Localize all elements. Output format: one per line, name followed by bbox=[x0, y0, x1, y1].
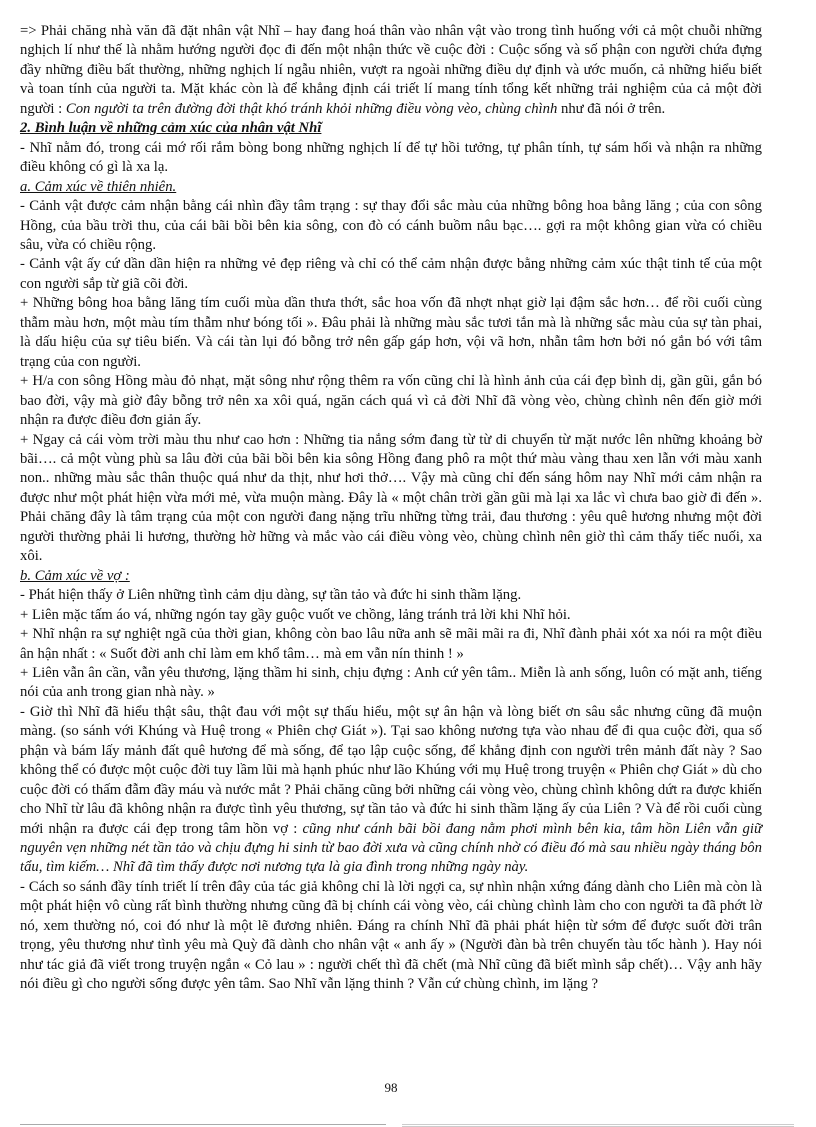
footer-divider bbox=[20, 1124, 386, 1125]
paragraph-italic-quote: Con người ta trên đường đời thật khó tránh khỏi những điều vòng vèo, chùng chình bbox=[65, 100, 558, 117]
paragraph-italic-quote: cũng như cánh bãi bồi đang nằm phơi mình bên kia, tâm hồn Liên vẫn giữ nguyên vẹn những nét tần tảo và chịu đựng hi sinh từ bao đời xưa và cũng chính nhờ có điều đó mà sau nhiều ngày tháng bôn tẩu, tìm kiếm… Nhĩ đã tìm thấy được nơi nương tựa là gia đình trong những ngày này. bbox=[20, 820, 762, 876]
paragraph-tail: như đã nói ở trên. bbox=[557, 100, 666, 117]
paragraph-text: - Giờ thì Nhĩ đã hiểu thật sâu, thật đau với một sự thấu hiểu, một sự ân hận và lòng biết ơn sâu sắc nhưng cũng đã muộn màng. (so sánh với Khúng và Huệ trong « Phiên chợ Giát »). Tại sao không nương tựa vào nhau để đi qua cuộc đời, qua số phận và bám lấy mảnh đất quê hương để mà sống, để tạo lập cuộc sống, để khẳng định con người trên mảnh đất này ? Sao không thể có được một cuộc đời tuy lầm lũi mà hạnh phúc như lão Khúng với mụ Huệ trong truyện « Phiên chợ Giát » dù cho cuộc đời có thấm đẫm đầy máu và nước mắt ? Phải chăng cũng bởi những cái vòng vèo, chùng chình không dứt ra được khiến cho Nhĩ từ lâu đã không nhận ra được tình yêu thương, sự tần tảo và đức hi sinh thầm lặng ấy của Liên ? Và để rồi cuối cùng mới nhận ra được cái đẹp trong tâm hồn vợ : bbox=[20, 703, 762, 837]
subsection-heading-nature: a. Cảm xúc về thiên nhiên. bbox=[20, 178, 177, 195]
paragraph-comparison bbox=[20, 703, 762, 878]
paragraph: - Phát hiện thấy ở Liên những tình cảm dịu dàng, sự tần tảo và đức hi sinh thầm lặng. bbox=[20, 587, 522, 604]
paragraph: + Ngay cả cái vòm trời màu thu như cao hơn : Những tia nắng sớm đang từ từ di chuyển từ mặt nước lên những khoảng bờ bãi…. cả một vùng phù sa lâu đời của bãi bồi bên kia sông Hồng đang phô ra một thứ màu vàng thau xen lẫn với màu xanh non.. những màu sắc thân thuộc quá như da thịt, như hơi thở…. Vậy mà cũng chỉ đến sáng hôm nay Nhĩ mới cảm nhận ra được như một phát hiện vừa mới mẻ, vừa muộn màng. Đây là « một chân trời gần gũi mà lại xa lắc vì chưa bao giờ đi đến ». Phải chăng đây là tâm trạng của một con người đang nặng trĩu những từng trải, đau thương : yêu quê hương nhưng một đời người thường phải li hương, thường hờ hững và mắc vào cái điều vòng vèo, chùng chình nên giờ thì cảm thấy tiếc nuối, xa xôi. bbox=[20, 431, 762, 565]
paragraph: - Cảnh vật được cảm nhận bằng cái nhìn đầy tâm trạng : sự thay đổi sắc màu của những bông hoa bằng lăng ; của con sông Hồng, của bầu trời thu, của cái bãi bồi bên kia sông, con đò có cánh buồm nâu bạc…. gợi ra một không gian vừa có chiều sâu, vừa có chiều rộng. bbox=[20, 198, 762, 253]
paragraph-conclusion bbox=[20, 22, 762, 119]
paragraph: - Cách so sánh đầy tính triết lí trên đây của tác giả không chỉ là lời ngợi ca, sự nhìn nhận xứng đáng dành cho Liên mà còn là một phát hiện vô cùng rất bình thường nhưng cũng đã bị chính cái vòng vèo, cái chùng chình làm cho con người ta đã phớt lờ nó, xem thường nó, coi đó như là một lẽ đương nhiên. Đáng ra chính Nhĩ đã phải phát hiện từ sớm để được suốt đời trân trọng, yêu thương như tình yêu mà Quỳ đã dành cho nhân vật « anh ấy » (Người đàn bà trên chuyến tàu tốc hành ). Hay nói như tác giả đã viết trong truyện ngắn « Cỏ lau » : người chết thì đã chết (mà Nhĩ cũng đã biết mình sắp chết)… Vậy anh hãy nói điều gì cho người sống được yên tâm. Sao Nhĩ vẫn lặng thinh ? Vẫn cứ chùng chình, im lặng ? bbox=[20, 878, 762, 993]
paragraph: + H/a con sông Hồng màu đỏ nhạt, mặt sông như rộng thêm ra vốn cũng chỉ là hình ảnh của cái đẹp bình dị, gần gũi, gắn bó bao đời, vậy mà giờ đây bỗng trở nên xa xôi quá, ngăn cách quá vì cả đời Nhĩ đã vòng vèo, chùng chình nên đến giờ mới nhận ra được điều đơn giản ấy. bbox=[20, 373, 762, 429]
paragraph: - Cảnh vật ấy cứ dần dần hiện ra những vẻ đẹp riêng và chỉ có thể cảm nhận được bằng những cảm xúc thật tinh tế của một con người sắp từ giã cõi đời. bbox=[20, 256, 762, 292]
paragraph: - Nhĩ nằm đó, trong cái mớ rối rắm bòng bong những nghịch lí để tự hồi tưởng, tự phân tính, tự sám hối và nhận ra những điều không có gì là xa lạ. bbox=[20, 139, 762, 176]
paragraph-text: => Phải chăng nhà văn đã đặt nhân vật Nhĩ – hay đang hoá thân vào nhân vật vào trong tình huống với cả một chuỗi những nghịch lí như thế là nhằm hướng người đọc đi đến một nhận thức về cuộc đời : Cuộc sống và số phận con người chứa đựng đầy những điều bất thường, những nghịch lí ngẫu nhiên, vượt ra ngoài những điều dự định và ước muốn, cả những hiểu biết và toan tính của người ta. Mặt khác còn là để khẳng định cái triết lí mang tính tổng kết những trải nghiệm của cả một đời người : bbox=[20, 23, 762, 117]
page-number: 98 bbox=[384, 1080, 398, 1095]
subsection-heading-wife: b. Cảm xúc về vợ : bbox=[20, 567, 130, 584]
paragraph: + Liên mặc tấm áo vá, những ngón tay gầy guộc vuốt ve chồng, lảng tránh trả lời khi Nhĩ hỏi. bbox=[20, 606, 571, 623]
paragraph: + Nhĩ nhận ra sự nghiệt ngã của thời gian, không còn bao lâu nữa anh sẽ mãi mãi ra đi, Nhĩ đành phải xót xa nói ra một điều ân hận nhất : « Suốt đời anh chỉ làm em khổ tâm… mà em vẫn nín thinh ! » bbox=[20, 626, 762, 662]
section-heading: 2. Bình luận về những cảm xúc của nhân vật Nhĩ bbox=[20, 120, 322, 137]
footer-divider bbox=[402, 1124, 794, 1125]
paragraph: + Liên vẫn ân cần, vẫn yêu thương, lặng thầm hi sinh, chịu đựng : Anh cứ yên tâm.. Miễn là anh sống, luôn có mặt anh, tiếng nói của anh trong gian nhà này. » bbox=[20, 664, 762, 701]
paragraph: + Những bông hoa bằng lăng tím cuối mùa dần thưa thớt, sắc hoa vốn đã nhợt nhạt giờ lại đậm sắc hơn… để rồi cuối cùng thẫm màu hơn, một màu tím thẫm như bóng tối ». Đâu phải là những màu sắc tươi tắn mà là những sắc màu của sự tàn phai, là dấu hiệu của sự tiêu biến. Và cái tàn lụi đó bỗng trở nên gấp gáp hơn, vội vã hơn, nhẫn tâm hơn bởi nó gắn bó với tâm trạng của con người. bbox=[20, 295, 762, 370]
page-body bbox=[20, 22, 762, 995]
